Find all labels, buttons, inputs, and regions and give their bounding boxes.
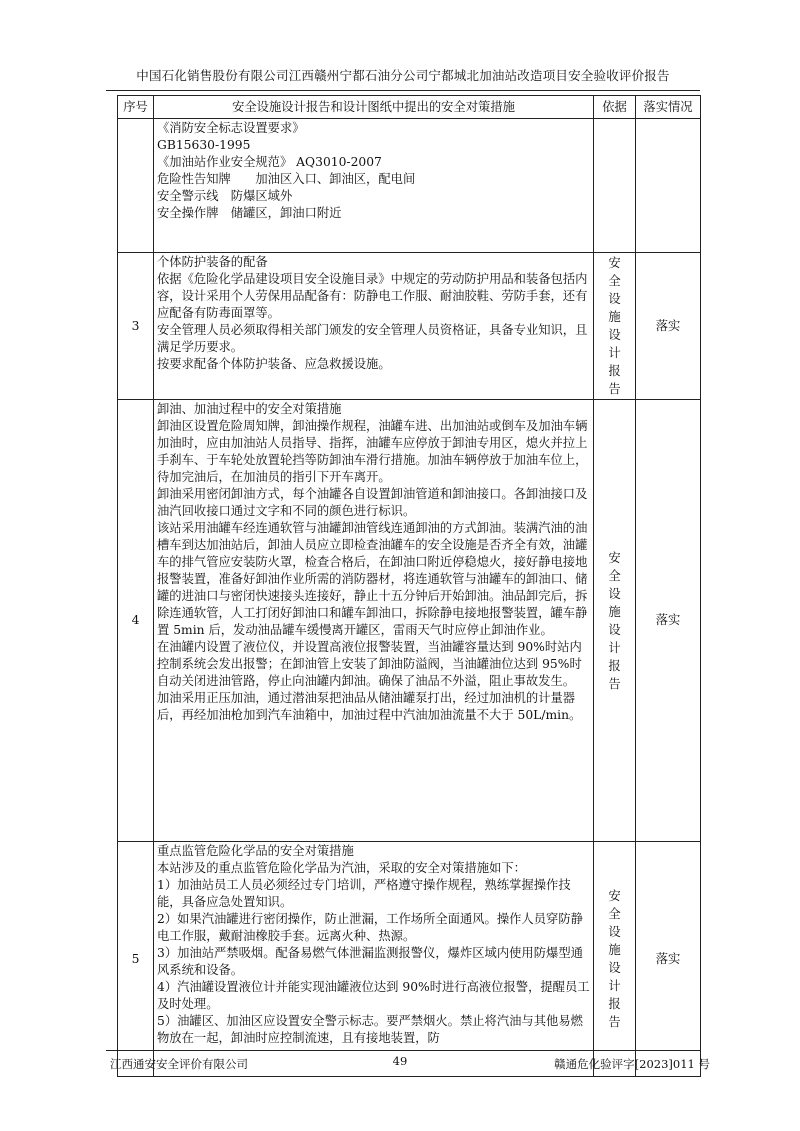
measures-cell [154,400,594,842]
measure-line: 加油采用正压加油，通过潜油泵把油品从储油罐泵打出，经过加油机的计量器后，再经加油枪加到汽车油箱中，加油过程中汽油加油流量不大于 50L/min。 [157,691,582,722]
measure-line: 在油罐内设置了液位仪，并设置高液位报警装置，当油罐容量达到 90%时站内控制系统会发出报警；在卸油管上安装了卸油防溢阀，当油罐油位达到 95%时自动关闭进油管路，停止向油罐内卸油。确保了油品不外溢，阻止事故发生。 [157,640,582,688]
row-number: 5 [118,842,154,1077]
measure-line: 卸油、加油过程中的安全对策措施 [157,402,342,416]
measure-line: 本站涉及的重点监管危险化学品为汽油，采取的安全对策措施如下： [157,861,526,875]
measure-line: 3）加油站严禁吸烟。配备易燃气体泄漏监测报警仪，爆炸区域内使用防爆型通风系统和设备。 [157,946,583,977]
measure-line: 2）如果汽油罐进行密闭操作，防止泄漏，工作场所全面通风。操作人员穿防静电工作服，戴耐油橡胶手套。远离火种、热源。 [157,912,583,943]
row-number-cell [118,119,154,253]
basis-cell [594,119,636,253]
status-text: 落实 [636,400,701,842]
status-text: 落实 [636,253,701,400]
table-row-continuation [118,119,701,253]
measure-line: 按要求配备个体防护装备、应急救援设施。 [157,357,391,371]
header-rule [106,90,700,91]
measure-line: 该站采用油罐车经连通软管与油罐卸油管线连通卸油的方式卸油。装满汽油的油槽车到达加油站后，卸油人员应立即检查油罐车的安全设施是否齐全有效，油罐车的排气管应安装防火罩，检查合格后，在卸油口附近停稳熄火，接好静电接地报警装置，准备好卸油作业所需的消防器材，将连通软管与油罐车的卸油口、储罐的进油口与密闭快速接头连接好，静止十五分钟后开始卸油。油品卸完后，拆除连通软管，人工打闭好卸油口和罐车卸油口，拆除静电接地报警装置，罐车静置 5min 后，发动油品罐车缓慢离开罐区，雷雨天气时应停止卸油作业。 [157,521,588,637]
measure-line: 安全管理人员必须取得相关部门颁发的安全管理人员资格证，具备专业知识，且满足学历要求。 [157,323,588,354]
basis-cell [594,842,636,1077]
basis-text: 安全设施设计报告 [608,550,621,691]
measure-line: 5）油罐区、加油区应设置安全警示标志。要严禁烟火。禁止将汽油与其他易燃物放在一起，卸油时应控制流速，且有接地装置，防 [157,1014,583,1045]
measure-line: 个体防护装备的配备 [157,255,268,269]
row-number: 4 [118,400,154,842]
measure-line: 卸油区设置危险周知牌，卸油操作规程，油罐车进、出加油站或倒车及加油车辆加油时，应由加油站人员指导、指挥，油罐车应停放于卸油专用区，熄火并拉上手刹车、于车轮处放置轮挡等防卸油车滑行措施。加油车辆停放于加油车位上，待加完油后，在加油员的指引下开车离开。 [157,419,588,484]
status-text: 落实 [636,842,701,1077]
status-cell [636,119,701,253]
footer-rule [106,1050,700,1051]
measure-line: GB15630-1995 [157,138,251,152]
basis-cell [594,400,636,842]
table-row [118,253,701,400]
table-row [118,842,701,1077]
row-number: 3 [118,253,154,400]
table-row [118,400,701,842]
measure-line: 1）加油站员工人员必须经过专门培训，严格遵守操作规程，熟练掌握操作技能，具备应急处置知识。 [157,878,571,909]
measures-cell [154,842,594,1077]
measure-line: 《加油站作业安全规范》 AQ3010-2007 [157,155,382,169]
col-header-no: 序号 [118,96,154,119]
basis-text: 安全设施设计报告 [608,889,621,1029]
basis-cell [594,253,636,400]
measures-table [117,95,701,1077]
measure-line: 4）汽油罐设置液位计并能实现油罐液位达到 90%时进行高液位报警，提醒员工及时处理。 [157,980,590,1011]
measure-line: 卸油采用密闭卸油方式，每个油罐各自设置卸油管道和卸油接口。各卸油接口及油汽回收接口通过文字和不同的颜色进行标识。 [157,487,588,518]
col-header-measures: 安全设施设计报告和设计图纸中提出的安全对策措施 [154,96,594,119]
measures-cell [154,119,594,253]
table-header-row [118,96,701,119]
measure-line: 安全警示线 防爆区域外 [157,189,293,203]
col-header-basis: 依据 [594,96,636,119]
measure-line: 危险性告知牌 加油区入口、卸油区，配电间 [157,172,416,186]
measures-cell [154,253,594,400]
measure-line: 依据《危险化学品建设项目安全设施目录》中规定的劳动防护用品和装备包括内容，设计采用个人劳保用品配备有：防静电工作服、耐油胶鞋、劳防手套，还有应配备有防毒面罩等。 [157,272,588,320]
page-header: 中国石化销售股份有限公司江西赣州宁都石油分公司宁都城北加油站改造项目安全验收评价报告 [136,68,670,83]
footer-company: 江西通安安全评价有限公司 [110,1057,248,1071]
footer-doc-number: 赣通危化验评字[2023]011 号 [554,1057,710,1071]
col-header-status: 落实情况 [636,96,701,119]
page-number: 49 [392,1054,408,1068]
measure-line: 重点监管危险化学品的安全对策措施 [157,844,354,858]
measure-line: 安全操作牌 储罐区，卸油口附近 [157,206,342,220]
basis-text: 安全设施设计报告 [608,256,621,396]
measure-line: 《消防安全标志设置要求》 [157,121,305,135]
